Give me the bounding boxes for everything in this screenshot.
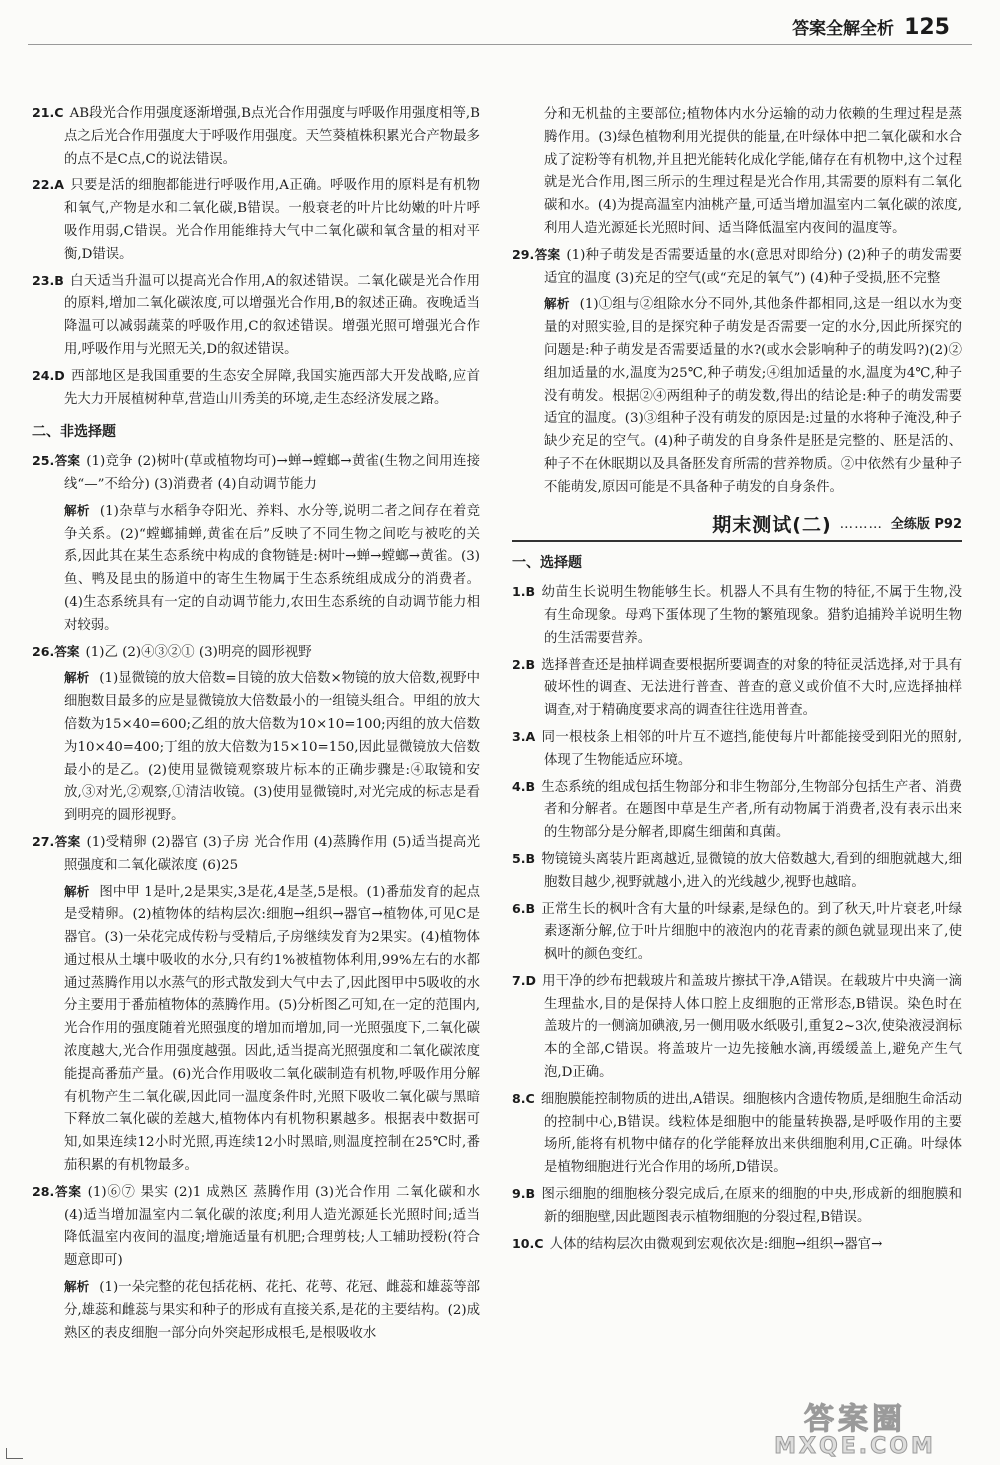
banner-title: 期末测试(二): [712, 513, 832, 536]
answer-number: 7.D: [512, 972, 537, 988]
answer-number: 8.C: [512, 1090, 535, 1106]
analysis-paragraph: [32, 1276, 480, 1345]
answer-text: (1)受精卵 (2)器官 (3)子房 光合作用 (4)蒸腾作用 (5)适当提高光照强度和二氧化碳浓度 (6)25: [64, 834, 481, 873]
watermark-logo: [730, 1402, 980, 1461]
answer-text: AB段光合作用强度逐渐增强,B点光合作用强度与呼吸作用强度相等,B点之后光合作用强度大于呼吸作用强度。天竺葵植株积累光合产物最多的点不是C点,C的说法错误。: [64, 106, 480, 167]
answer-number: 23.B: [32, 272, 64, 288]
analysis-text: (1)显微镜的放大倍数=目镜的放大倍数×物镜的放大倍数,视野中细胞数目最多的应是显微镜放大倍数最小的一组镜头组合。甲组的放大倍数为15×40=600;乙组的放大倍数为10×10=100;丙组的放大倍数为10×40=400;丁组的放大倍数为15×10=150,因此显微镜放大倍数最小的是乙。(2)使用显微镜观察玻片标本的正确步骤是:④取镜和安放,③对光,②观察,①清洁收镜。(3)使用显微镜时,对光完成的标志是看到明亮的圆形视野。: [64, 671, 480, 824]
section-heading-nonchoice: 二、非选择题: [32, 424, 116, 441]
answer-item: [512, 898, 962, 967]
answer-item: [512, 654, 962, 723]
exam-banner: [512, 514, 962, 543]
answer-item: [512, 726, 962, 773]
answer-number: 10.C: [512, 1235, 544, 1251]
answer-text: (1)种子萌发是否需要适量的水(意思对即给分) (2)种子的萌发需要适宜的温度 (3)充足的空气(或“充足的氧气”) (4)种子受损,胚不完整: [544, 247, 963, 286]
answer-text: 只要是活的细胞都能进行呼吸作用,A正确。呼吸作用的原料是有机物和氧气,产物是水和二氧化碳,B错误。一般衰老的叶片比幼嫩的叶片呼吸作用弱,C错误。光合作用能维持大气中二氧化碳和氧含量的相对平衡,D错误。: [64, 178, 480, 262]
answer-item: [32, 102, 480, 171]
answer-item: [512, 244, 962, 291]
analysis-text: 图中甲 1是叶,2是果实,3是花,4是茎,5是根。(1)番茄发育的起点是受精卵。(2)植物体的结构层次:细胞→组织→器官→植物体,可见C是器官。(3)一朵花完成传粉与受精后,子房继续发育为2果实。(4)植物体通过根从土壤中吸收的水分,只有约1%被植物体利用,99%左右的水都通过蒸腾作用以水蒸气的形式散发到大气中去了,因此图甲中5吸收的水分主要用于番茄植物体的蒸腾作用。(5)分析图乙可知,在一定的范围内,光合作用的强度随着光照强度的增加而增加,同一光照强度下,二氧化碳浓度越大,光合作用强度越强。因此,适当提高光照强度和二氧化碳浓度能提高番茄产量。(6)光合作用吸收二氧化碳制造有机物,呼吸作用分解有机物产生二氧化碳,因此同一温度条件时,光照下吸收二氧化碳与黑暗下释放二氧化碳的差越大,植物体内有机物积累越多。根据表中数据可知,如果连续12小时光照,再连续12小时黑暗,则温度控制在25℃时,番茄积累的有机物最多。: [64, 884, 480, 1174]
answer-number: 9.B: [512, 1186, 536, 1202]
section-heading-choice: 一、选择题: [512, 555, 582, 572]
answer-item: [512, 848, 962, 895]
answer-text: 生态系统的组成包括生物部分和非生物部分,生物部分包括生产者、消费者和分解者。在题图中草是生产者,所有动物属于消费者,没有表示出来的生物部分是分解者,即腐生细菌和真菌。: [541, 779, 962, 841]
answer-item: [512, 776, 962, 845]
banner-dots: ………: [839, 516, 883, 532]
answer-text: 用干净的纱布把载玻片和盖玻片擦拭干净,A错误。在载玻片中央滴一滴生理盐水,目的是保持人体口腔上皮细胞的正常形态,B错误。染色时在盖玻片的一侧滴加碘液,另一侧用吸水纸吸引,重复2~3次,使染液浸润标本的全部,C错误。将盖玻片一边先接触水滴,再缓缓盖上,避免产生气泡,D正确。: [542, 973, 962, 1081]
answer-item: [32, 365, 480, 412]
answer-text: 同一根枝条上相邻的叶片互不遮挡,能使每片叶都能接受到阳光的照射,体现了生物能适应环境。: [541, 729, 962, 768]
answer-number: 24.D: [32, 367, 65, 383]
answer-item: [32, 641, 480, 665]
analysis-label: 解析: [544, 296, 570, 312]
answer-number: 2.B: [512, 656, 536, 672]
right-column: [512, 104, 962, 1259]
answer-item: [32, 1181, 480, 1273]
answer-number: 28.答案: [32, 1183, 82, 1199]
analysis-label: 解析: [64, 883, 90, 899]
answer-item: [32, 450, 480, 497]
analysis-paragraph: [32, 500, 480, 638]
answer-text: (1)竞争 (2)树叶(草或植物均可)→蝉→螳螂→黄雀(生物之间用连接线“—”不给分) (3)消费者 (4)自动调节能力: [64, 454, 481, 492]
answer-text: 人体的结构层次由微观到宏观依次是:细胞→组织→器官→: [549, 1236, 883, 1252]
answer-item: [512, 581, 962, 650]
analysis-text: (1)杂草与水稻争夺阳光、养料、水分等,说明二者之间存在着竞争关系。(2)“螳螂捕蝉,黄雀在后”反映了不同生物之间吃与被吃的关系,因此其在某生态系统中构成的食物链是:树叶→蝉→螳螂→黄雀。(3)鱼、鸭及昆虫的肠道中的寄生生物属于生态系统组成成分的消费者。(4)生态系统具有一定的自动调节能力,农田生态系统的自动调节能力相对较弱。: [64, 503, 480, 633]
answer-text: 幼苗生长说明生物能够生长。机器人不具有生物的特征,不属于生物,没有生命现象。母鸡下蛋体现了生物的繁殖现象。猎豹追捕羚羊说明生物的生活需要营养。: [541, 585, 962, 646]
left-column: [32, 102, 480, 1348]
banner-page-ref: 全练版 P92: [890, 516, 962, 532]
header-rule: [28, 44, 972, 45]
answer-number: 4.B: [512, 778, 536, 794]
answer-text: 正常生长的枫叶含有大量的叶绿素,是绿色的。到了秋天,叶片衰老,叶绿素逐渐分解,位于叶片细胞中的液泡内的花青素的颜色就显现出来了,使枫叶的颜色变红。: [541, 901, 962, 963]
answer-text: (1)乙 (2)④③②① (3)明亮的圆形视野: [85, 644, 312, 660]
answer-item: [512, 1233, 962, 1257]
answer-item: [512, 970, 962, 1085]
answer-item: [32, 831, 480, 878]
answer-text: 图示细胞的细胞核分裂完成后,在原来的细胞的中央,形成新的细胞膜和新的细胞壁,因此题图表示植物细胞的分裂过程,B错误。: [541, 1187, 962, 1225]
analysis-paragraph: [512, 293, 962, 499]
answer-number: 22.A: [32, 177, 65, 193]
analysis-label: 解析: [64, 670, 90, 686]
continued-analysis: 分和无机盐的主要部位;植物体内水分运输的动力依赖的生理过程是蒸腾作用。(3)绿色植物利用光提供的能量,在叶绿体中把二氧化碳和水合成了淀粉等有机物,并且把光能转化成化学能,储存在有机物中,这个过程就是光合作用,图三所示的生理过程是光合作用,其需要的原料有二氧化碳和水。(4)为提高温室内油桃产量,可适当增加温室内二氧化碳的浓度,利用人造光源延长光照时间、适当降低温室内夜间的温度等。: [544, 107, 962, 236]
right-items-a: [512, 244, 962, 500]
analysis-label: 解析: [64, 1279, 90, 1295]
page-number: 125: [904, 15, 950, 40]
answer-item: [512, 1183, 962, 1230]
answer-text: 物镜镜头离装片距离越近,显微镜的放大倍数越大,看到的细胞就越大,细胞数目越少,视野就越小,进入的光线越少,视野也越暗。: [541, 851, 962, 890]
answer-text: 白天适当升温可以提高光合作用,A的叙述错误。二氧化碳是光合作用的原料,增加二氧化碳浓度,可以增强光合作用,B的叙述正确。夜晚适当降温可以减弱蔬菜的呼吸作用,C的叙述错误。增强光照可增强光合作用,呼吸作用与光照无关,D的叙述错误。: [64, 273, 480, 357]
watermark-line2: MXQE.COM: [774, 1434, 936, 1459]
answer-number: 27.答案: [32, 833, 81, 849]
right-items-b: [512, 581, 962, 1256]
left-items-a: [32, 102, 480, 411]
answer-number: 21.C: [32, 105, 64, 120]
answer-number: 29.答案: [512, 246, 561, 262]
answer-text: (1)⑥⑦ 果实 (2)1 成熟区 蒸腾作用 (3)光合作用 二氧化碳和水 (4)适当增加温室内二氧化碳的浓度;利用人造光源延长光照时间;适当降低温室内夜间的温度;增施适量有机肥;合理剪枝;人工辅助授粉(符合题意即可): [64, 1184, 481, 1269]
analysis-text: (1)一朵完整的花包括花柄、花托、花萼、花冠、雌蕊和雄蕊等部分,雄蕊和雌蕊与果实和种子的形成有直接关系,是花的主要结构。(2)成熟区的表皮细胞一部分向外突起形成根毛,是根吸收水: [64, 1280, 481, 1341]
answer-item: [512, 1088, 962, 1180]
left-items-b: [32, 450, 480, 1345]
answer-number: 6.B: [512, 900, 536, 916]
page-header: [792, 14, 950, 40]
answer-number: 5.B: [512, 850, 536, 866]
crop-mark: [6, 1448, 23, 1459]
analysis-paragraph: [32, 667, 480, 828]
answer-item: [32, 270, 480, 362]
watermark-line1: 答案圈: [804, 1402, 906, 1437]
answer-text: 选择普查还是抽样调查要根据所要调查的对象的特征灵活选择,对于具有破坏性的调查、无法进行普查、普查的意义或价值不大时,应选择抽样调查,对于精确度要求高的调查往往选用普查。: [541, 657, 962, 719]
answer-number: 1.B: [512, 584, 536, 600]
answer-text: 西部地区是我国重要的生态安全屏障,我国实施西部大开发战略,应首先大力开展植树种草,营造山川秀美的环境,走生态经济发展之路。: [64, 368, 480, 407]
analysis-text: (1)①组与②组除水分不同外,其他条件都相同,这是一组以水为变量的对照实验,目的是探究种子萌发是否需要一定的水分,因此所探究的问题是:种子萌发是否需要适量的水?(或水会影响种子的萌发吗?)(2)②组加适量的水,温度为25℃,种子萌发;④组加适量的水,温度为4℃,种子没有萌发。根据②④两组种子的萌发数,得出的结论是:种子的萌发需要适宜的温度。(3)③组种子没有萌发的原因是:过量的水将种子淹没,种子缺少充足的空气。(4)种子萌发的自身条件是胚是完整的、胚是活的、种子不在休眠期以及具备胚发育所需的营养物质。②中依然有少量种子不能萌发,原因可能是不具备种子萌发的自身条件。: [544, 297, 963, 495]
answer-number: 3.A: [512, 728, 536, 744]
answer-text: 细胞膜能控制物质的进出,A错误。细胞核内含遗传物质,是细胞生命活动的控制中心,B错误。线粒体是细胞中的能量转换器,是呼吸作用的主要场所,能将有机物中储存的化学能释放出来供细胞利用,C正确。叶绿体是植物细胞进行光合作用的场所,D错误。: [540, 1091, 962, 1176]
answer-number: 25.答案: [32, 453, 81, 469]
analysis-paragraph: [32, 881, 480, 1178]
answer-item: [32, 174, 480, 266]
header-title: 答案全解全析: [792, 19, 895, 39]
analysis-label: 解析: [64, 502, 90, 518]
answer-number: 26.答案: [32, 643, 80, 659]
